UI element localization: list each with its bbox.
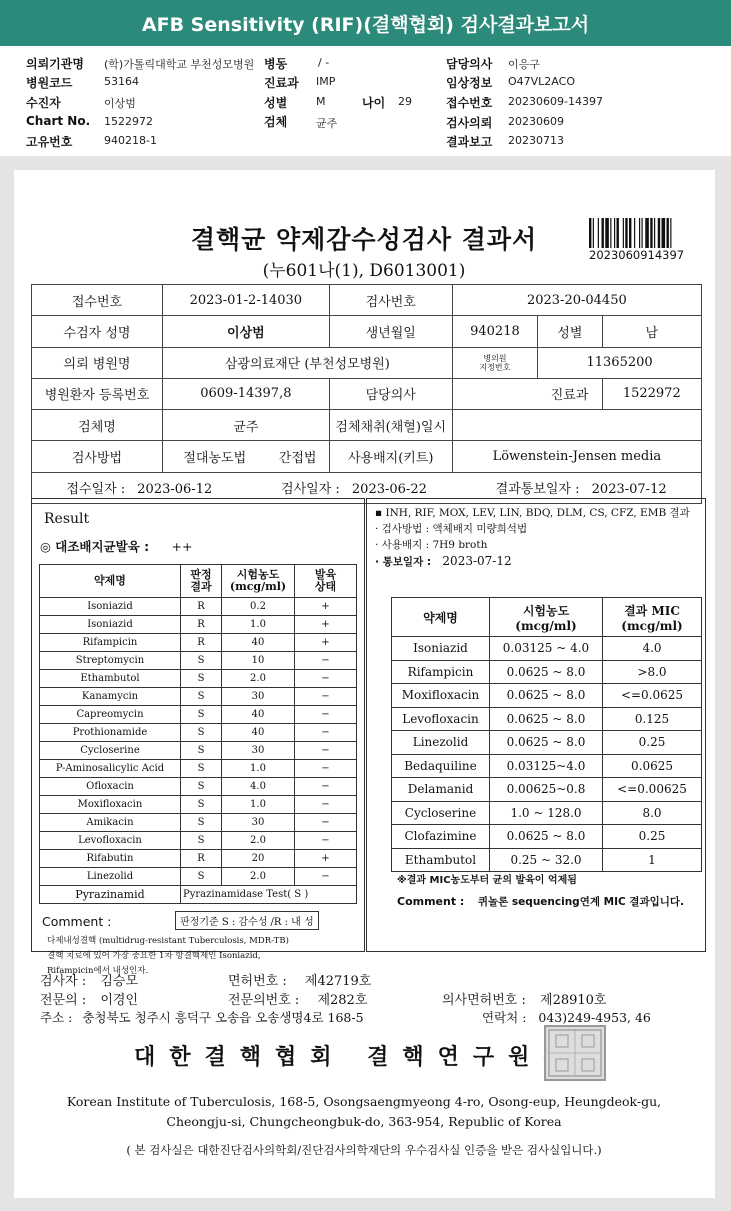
mic-drug-name: Isoniazid (392, 637, 490, 661)
drug-growth: − (295, 742, 357, 760)
info-sex: 남 (602, 316, 701, 347)
mic-range: 0.0625 ~ 8.0 (490, 825, 603, 849)
drug-result: S (181, 778, 222, 796)
drug-result: S (181, 706, 222, 724)
notify-date-group (496, 478, 667, 497)
sex-value: M (316, 95, 326, 108)
drug-name: Streptomycin (40, 652, 181, 670)
mic-value: <=0.0625 (603, 684, 702, 708)
drug-result: R (181, 616, 222, 634)
mic-medium: · 사용배지 : 7H9 broth (375, 539, 488, 551)
drug-concentration: 30 (222, 742, 295, 760)
drug-name: Prothionamide (40, 724, 181, 742)
clinical-info-value: O47VL2ACO (508, 75, 575, 88)
mic-range: 0.0625 ~ 8.0 (490, 731, 603, 755)
institution-value: (학)가톨릭대학교 부천성모병원 (104, 58, 255, 71)
mic-row (392, 801, 702, 825)
control-growth-label: ◎ 대조배지균발육 : (40, 539, 150, 554)
specialist-no-value: 제282호 (317, 993, 368, 1008)
drug-table-body (40, 598, 357, 886)
contact (482, 1008, 651, 1026)
drug-row (40, 706, 357, 724)
drug-result: R (181, 634, 222, 652)
drug-growth: − (295, 724, 357, 742)
mic-notify-label: · 통보일자 : (375, 556, 432, 568)
notify-date: 2023-07-12 (591, 482, 667, 498)
drug-concentration: 30 (222, 814, 295, 832)
mic-col-range: 시험농도 (mcg/ml) (490, 598, 603, 637)
mic-row (392, 731, 702, 755)
col-concentration: 시험농도 (mcg/ml) (222, 565, 295, 598)
drug-concentration: 2.0 (222, 832, 295, 850)
info-designation-no: 11365200 (538, 347, 702, 378)
info-receipt-no: 2023-01-2-14030 (163, 285, 330, 316)
chart-no-value: 1522972 (104, 115, 153, 128)
receipt-no-label: 접수번호 (446, 96, 493, 110)
info-medium-label: 사용배지(키트) (329, 441, 452, 472)
drug-row (40, 832, 357, 850)
mic-drug-name: Clofazimine (392, 825, 490, 849)
drug-result: S (181, 760, 222, 778)
drug-result: S (181, 868, 222, 886)
unique-no-label: 고유번호 (26, 135, 73, 149)
drug-result: R (181, 850, 222, 868)
drug-concentration: 20 (222, 850, 295, 868)
info-designation-label: 병의원 지정번호 (452, 347, 537, 378)
mic-row (392, 754, 702, 778)
receipt-no-value: 20230609-14397 (508, 95, 603, 108)
drug-concentration: 40 (222, 706, 295, 724)
drug-row (40, 814, 357, 832)
info-specimen: 균주 (163, 410, 330, 441)
address (40, 1008, 364, 1026)
col-drug: 약제명 (40, 565, 181, 598)
comment-line: Rifampicin에서 내성인자. (47, 966, 149, 976)
drug-name: Linezolid (40, 868, 181, 886)
doctor-license-label: 의사면허번호 : (442, 993, 526, 1008)
report-title-bar (0, 0, 731, 46)
sex-label: 성별 (264, 96, 288, 110)
certification-note: ( 본 검사실은 대한진단검사의학회/진단검사의학재단의 우수검사실 인증을 받은 검사실입니다.) (126, 1143, 602, 1157)
mic-notify (375, 553, 690, 570)
drug-row (40, 778, 357, 796)
drug-name: Levofloxacin (40, 832, 181, 850)
mic-table (391, 597, 702, 872)
mic-row (392, 848, 702, 872)
mic-comment-text: 퀴놀론 sequencing연계 MIC 결과입니다. (477, 896, 685, 908)
request-date-value: 20230609 (508, 115, 564, 128)
comment-line: 결핵 치료에 있어 가장 중요한 1차 항결핵제인 Isoniazid, (47, 951, 261, 961)
mic-row (392, 707, 702, 731)
info-reg-no: 0609-14397,8 (163, 378, 330, 409)
drug-name: P-Aminosalicylic Acid (40, 760, 181, 778)
mic-value: <=0.00625 (603, 778, 702, 802)
mic-result-panel (366, 498, 706, 952)
pza-name: Pyrazinamid (40, 886, 181, 904)
control-growth-value: ++ (171, 539, 193, 554)
drug-growth: + (295, 850, 357, 868)
info-dob-label: 생년월일 (329, 316, 452, 347)
mic-drug-name: Cycloserine (392, 801, 490, 825)
drug-concentration: 0.2 (222, 598, 295, 616)
drug-concentration: 2.0 (222, 670, 295, 688)
barcode-image (589, 218, 694, 248)
specialist (40, 989, 138, 1008)
english-address-line: Cheongju-si, Chungcheongbuk-do, 363-954, Republic of Korea (166, 1114, 562, 1129)
mic-col-result: 결과 MIC (mcg/ml) (603, 598, 702, 637)
mic-range: 0.03125~4.0 (490, 754, 603, 778)
info-collection-label: 검체채취(채혈)일시 (329, 410, 452, 441)
mic-drug-name: Bedaquiline (392, 754, 490, 778)
drug-concentration: 1.0 (222, 796, 295, 814)
info-name-label: 수검자 성명 (32, 316, 163, 347)
address-value: 충청북도 청주시 흥덕구 오송읍 오송생명4로 168-5 (82, 1010, 364, 1025)
specialist-name: 이경인 (100, 993, 139, 1008)
info-method-label: 검사방법 (32, 441, 163, 472)
mic-value: 0.0625 (603, 754, 702, 778)
tester (40, 970, 138, 989)
info-name: 이상범 (163, 316, 330, 347)
patient-value: 이상범 (104, 97, 136, 110)
mic-value: 8.0 (603, 801, 702, 825)
mic-drug-list: ▪ INH, RIF, MOX, LEV, LIN, BDQ, DLM, CS, CFZ, EMB 결과 (375, 507, 690, 519)
drug-result: R (181, 598, 222, 616)
drug-susceptibility-table (39, 564, 357, 904)
judgment-legend: 판정기준 S : 감수성 /R : 내 성 (175, 911, 319, 930)
report-header (0, 50, 731, 150)
info-sex-label: 성별 (538, 316, 602, 347)
drug-growth: + (295, 598, 357, 616)
drug-row (40, 850, 357, 868)
exam-date-group (281, 478, 427, 497)
drug-concentration: 4.0 (222, 778, 295, 796)
contact-label: 연락처 : (482, 1010, 527, 1025)
drug-name: Isoniazid (40, 616, 181, 634)
ward-value: / - (318, 56, 330, 69)
solid-medium-result-panel (31, 498, 365, 976)
drug-concentration: 40 (222, 634, 295, 652)
drug-name: Moxifloxacin (40, 796, 181, 814)
drug-row (40, 616, 357, 634)
hospital-code-value: 53164 (104, 75, 139, 88)
tester-name: 김승모 (100, 974, 139, 989)
info-specimen-label: 검체명 (32, 410, 163, 441)
drug-result: S (181, 688, 222, 706)
mic-value: >8.0 (603, 660, 702, 684)
control-growth (40, 537, 192, 555)
report-date-value: 20230713 (508, 134, 564, 147)
drug-row (40, 670, 357, 688)
result-label: Result (44, 511, 90, 527)
drug-growth: + (295, 634, 357, 652)
mic-table-body (392, 637, 702, 872)
mic-col-drug: 약제명 (392, 598, 490, 637)
exam-date: 2023-06-22 (351, 482, 427, 498)
info-dept-label: 진료과 (538, 378, 602, 409)
specialist-no (228, 989, 367, 1008)
drug-row (40, 598, 357, 616)
doctor-license-no: 제28910호 (540, 993, 607, 1008)
ward-label: 병동 (264, 57, 288, 71)
drug-concentration: 40 (222, 724, 295, 742)
drug-concentration: 30 (222, 688, 295, 706)
info-hospital: 삼광의료재단 (부천성모병원) (163, 347, 453, 378)
mic-comment-label: Comment : (397, 895, 465, 908)
drug-name: Capreomycin (40, 706, 181, 724)
col-growth: 발육 상태 (295, 565, 357, 598)
doctor-license (442, 989, 607, 1008)
mic-drug-name: Delamanid (392, 778, 490, 802)
hospital-code-label: 병원코드 (26, 76, 73, 90)
info-doctor-label: 담당의사 (329, 378, 452, 409)
drug-result: S (181, 814, 222, 832)
drug-result: S (181, 742, 222, 760)
mic-range: 0.0625 ~ 8.0 (490, 707, 603, 731)
chart-no-label: Chart No. (26, 114, 91, 128)
license-label: 면허번호 : (228, 974, 287, 989)
mic-drug-name: Ethambutol (392, 848, 490, 872)
mic-row (392, 825, 702, 849)
exam-date-label: 검사일자 : (281, 482, 340, 498)
mic-value: 4.0 (603, 637, 702, 661)
address-label: 주소 : (40, 1010, 73, 1025)
comment-line: 다제내성결핵 (multidrug-resistant Tuberculosis, MDR-TB) (47, 936, 289, 946)
info-hospital-label: 의뢰 병원명 (32, 347, 163, 378)
comment-label: Comment : (42, 914, 112, 929)
info-collection (452, 410, 701, 441)
institution-label: 의뢰기관명 (26, 57, 84, 71)
drug-growth: − (295, 814, 357, 832)
official-seal-image (544, 1025, 606, 1081)
mic-value: 0.25 (603, 825, 702, 849)
document-subtitle: (누601나(1), D6013001) (262, 261, 466, 281)
info-dept-value: 1522972 (602, 378, 701, 409)
info-doctor-value (452, 378, 537, 409)
mic-drug-name: Linezolid (392, 731, 490, 755)
info-exam-no: 2023-20-04450 (452, 285, 701, 316)
mic-header (375, 505, 690, 570)
mic-row (392, 660, 702, 684)
drug-row (40, 652, 357, 670)
result-document (14, 170, 715, 1198)
mic-value: 1 (603, 848, 702, 872)
drug-row (40, 724, 357, 742)
drug-growth: − (295, 796, 357, 814)
notify-date-label: 결과통보일자 : (495, 482, 580, 498)
mic-method: · 검사방법 : 액체배지 미량희석법 (375, 523, 528, 535)
info-dob: 940218 (452, 316, 537, 347)
drug-growth: − (295, 832, 357, 850)
mic-drug-name: Rifampicin (392, 660, 490, 684)
drug-growth: − (295, 868, 357, 886)
mic-range: 0.0625 ~ 8.0 (490, 660, 603, 684)
drug-result: S (181, 724, 222, 742)
drug-result: S (181, 670, 222, 688)
mic-comment (397, 894, 684, 909)
clinical-info-label: 임상정보 (446, 76, 493, 90)
barcode-number: 2023060914397 (589, 248, 685, 262)
mic-drug-name: Levofloxacin (392, 707, 490, 731)
document-title: 결핵균 약제감수성검사 결과서 (190, 225, 538, 254)
drug-row (40, 760, 357, 778)
info-exam-no-label: 검사번호 (329, 285, 452, 316)
drug-growth: − (295, 760, 357, 778)
info-receipt-no-label: 접수번호 (32, 285, 163, 316)
mic-range: 0.03125 ~ 4.0 (490, 637, 603, 661)
mic-notify-date: 2023-07-12 (442, 554, 512, 568)
receipt-date-group (66, 478, 212, 497)
drug-concentration: 10 (222, 652, 295, 670)
drug-growth: − (295, 706, 357, 724)
specimen-value: 균주 (316, 117, 338, 130)
drug-concentration: 1.0 (222, 616, 295, 634)
doctor-label: 담당의사 (446, 57, 493, 71)
drug-name: Rifampicin (40, 634, 181, 652)
drug-growth: − (295, 652, 357, 670)
mic-row (392, 637, 702, 661)
specimen-label: 검체 (264, 115, 288, 129)
mic-value: 0.125 (603, 707, 702, 731)
drug-name: Ofloxacin (40, 778, 181, 796)
license (228, 970, 371, 989)
organization-name: 대한결핵협회 결핵연구원장 (134, 1044, 579, 1070)
mic-value: 0.25 (603, 731, 702, 755)
mic-range: 0.25 ~ 32.0 (490, 848, 603, 872)
report-title: AFB Sensitivity (RIF)(결핵협회) 검사결과보고서 (141, 13, 590, 36)
drug-growth: − (295, 688, 357, 706)
drug-growth: − (295, 670, 357, 688)
drug-name: Cycloserine (40, 742, 181, 760)
receipt-date: 2023-06-12 (137, 482, 213, 498)
drug-name: Kanamycin (40, 688, 181, 706)
tester-label: 검사자 : (40, 974, 87, 989)
dept-value: IMP (316, 75, 336, 88)
drug-row (40, 634, 357, 652)
age-value: 29 (398, 95, 412, 108)
patient-info-table (31, 284, 702, 504)
doctor-value: 이응구 (508, 58, 540, 71)
drug-name: Rifabutin (40, 850, 181, 868)
english-address-line: Korean Institute of Tuberculosis, 168-5, Osongsaengmyeong 4-ro, Osong-eup, Heungdeok-gu, (66, 1094, 662, 1109)
dept-label: 진료과 (264, 76, 299, 90)
drug-growth: − (295, 778, 357, 796)
info-method2: 간접법 (267, 441, 330, 472)
mic-range: 1.0 ~ 128.0 (490, 801, 603, 825)
patient-label: 수진자 (26, 96, 61, 110)
age-label: 나이 (362, 96, 386, 110)
mic-range: 0.0625 ~ 8.0 (490, 684, 603, 708)
scanned-document-area (0, 156, 731, 1211)
license-no: 제42719호 (304, 974, 372, 989)
english-address (24, 1092, 704, 1132)
specialist-no-label: 전문의번호 : (228, 993, 300, 1008)
drug-name: Amikacin (40, 814, 181, 832)
drug-result: S (181, 796, 222, 814)
mic-row (392, 684, 702, 708)
drug-concentration: 1.0 (222, 760, 295, 778)
drug-result: S (181, 832, 222, 850)
drug-name: Isoniazid (40, 598, 181, 616)
request-date-label: 검사의뢰 (446, 116, 493, 130)
mic-range: 0.00625~0.8 (490, 778, 603, 802)
drug-concentration: 2.0 (222, 868, 295, 886)
mic-drug-name: Moxifloxacin (392, 684, 490, 708)
unique-no-value: 940218-1 (104, 134, 157, 147)
info-reg-no-label: 병원환자 등록번호 (32, 378, 163, 409)
pza-value: Pyrazinamidase Test( S ) (181, 886, 357, 904)
mic-note: ※결과 MIC농도부터 균의 발육이 억제됨 (397, 875, 577, 886)
drug-growth: + (295, 616, 357, 634)
info-medium: Löwenstein-Jensen media (452, 441, 701, 472)
drug-row (40, 688, 357, 706)
drug-row (40, 796, 357, 814)
contact-value: 043)249-4953, 46 (538, 1010, 651, 1025)
specialist-label: 전문의 : (40, 993, 87, 1008)
drug-name: Ethambutol (40, 670, 181, 688)
drug-result: S (181, 652, 222, 670)
drug-row (40, 868, 357, 886)
col-result: 판정 결과 (181, 565, 222, 598)
info-method1: 절대농도법 (163, 441, 267, 472)
report-date-label: 결과보고 (446, 135, 493, 149)
receipt-date-label: 접수일자 : (66, 482, 126, 498)
mic-row (392, 778, 702, 802)
drug-row (40, 742, 357, 760)
